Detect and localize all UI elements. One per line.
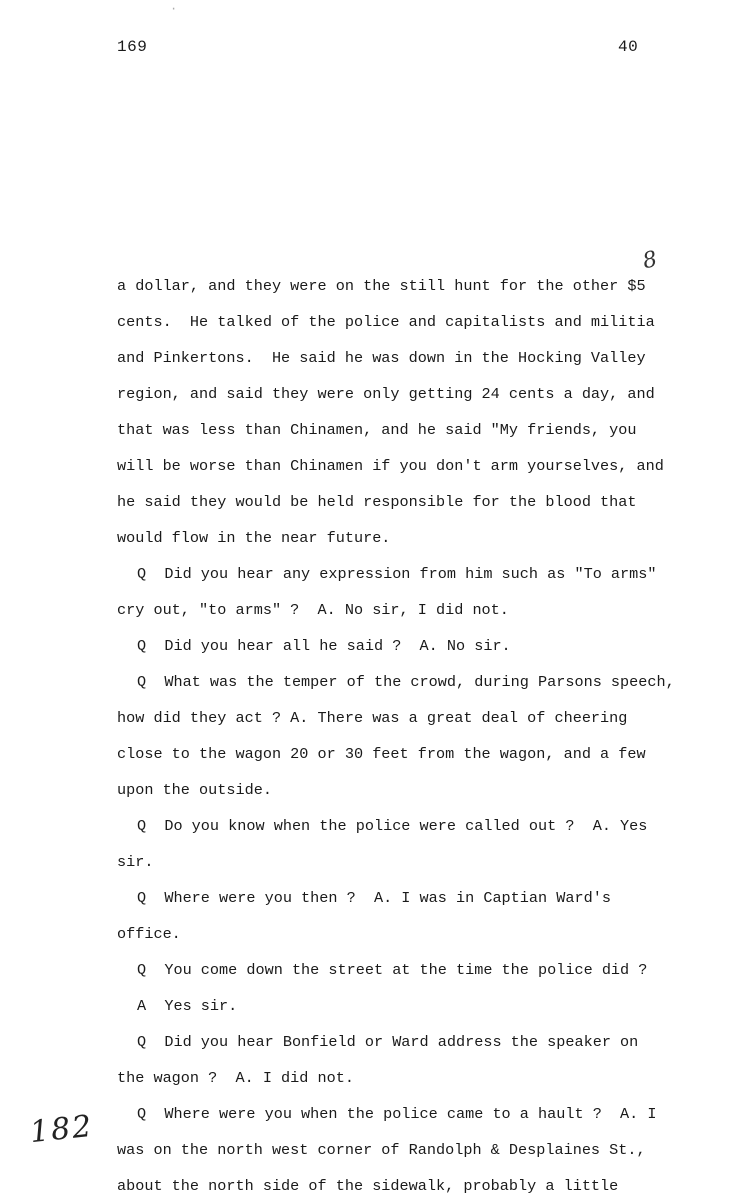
text-line: about the north side of the sidewalk, probably a little [117,1177,619,1195]
text-line: cents. He talked of the police and capitalists and militia [117,313,655,331]
text-line: will be worse than Chinamen if you don't arm yourselves, and [117,457,664,475]
text-line: he said they would be held responsible for the blood that [117,493,637,511]
text-line: and Pinkertons. He said he was down in the Hocking Valley [117,349,646,367]
text-line: close to the wagon 20 or 30 feet from the wagon, and a few [117,745,646,763]
question-line: Q Did you hear all he said ? A. No sir. [137,637,511,655]
question-line: Q Did you hear Bonfield or Ward address the speaker on [137,1033,639,1051]
question-line: Q Where were you then ? A. I was in Captian Ward's [137,889,611,907]
page-number-left: 169 [117,38,148,56]
text-line: would flow in the near future. [117,529,391,547]
text-line: sir. [117,853,154,871]
question-line: Q Where were you when the police came to a hault ? A. I [137,1105,657,1123]
text-line: that was less than Chinamen, and he said "My friends, you [117,421,637,439]
text-line: upon the outside. [117,781,272,799]
question-line: Q What was the temper of the crowd, during Parsons speech, [137,673,675,691]
handwritten-mark: 8 [640,246,660,275]
text-line: cry out, "to arms" ? A. No sir, I did not. [117,601,509,619]
top-smudge: · [170,2,178,16]
question-line: Q Do you know when the police were called out ? A. Yes [137,817,648,835]
text-line: office. [117,925,181,943]
transcript-body [117,268,717,1204]
margin-handwritten-number: 182 [28,1108,95,1151]
question-line: Q You come down the street at the time the police did ? [137,961,648,979]
text-line: the wagon ? A. I did not. [117,1069,354,1087]
question-line: Q Did you hear any expression from him such as "To arms" [137,565,657,583]
text-line: region, and said they were only getting 24 cents a day, and [117,385,655,403]
text-line: was on the north west corner of Randolph & Desplaines St., [117,1141,646,1159]
text-line: a dollar, and they were on the still hunt for the other $5 [117,277,646,295]
answer-line: A Yes sir. [137,997,238,1015]
page-number-right: 40 [618,38,639,56]
text-line: how did they act ? A. There was a great deal of cheering [117,709,628,727]
